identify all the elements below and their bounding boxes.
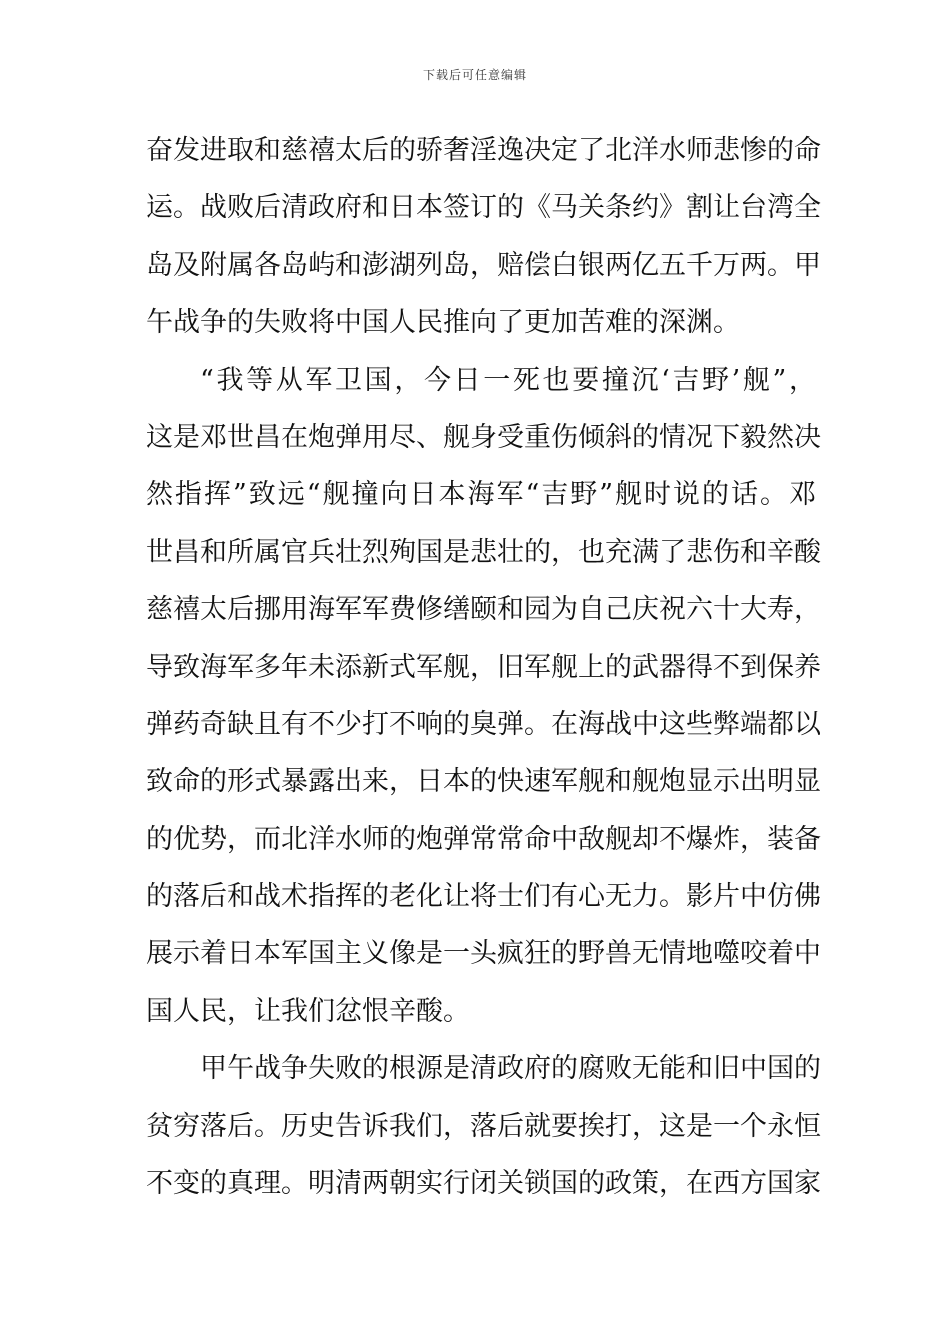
text-line: “我等从军卫国，今日一死也要撞沉‘吉野’舰”， [200,364,816,396]
text-line: 展示着日本军国主义像是一头疯狂的野兽无情地噬咬着中 [146,938,821,970]
text-line: 然指挥”致远“舰撞向日本海军“吉野”舰时说的话。邓 [146,479,816,511]
text-line: 不变的真理。明清两朝实行闭关锁国的政策，在西方国家 [146,1168,821,1200]
text-line: 国人民，让我们忿恨辛酸。 [146,995,470,1027]
text-line: 奋发进取和慈禧太后的骄奢淫逸决定了北洋水师悲惨的命 [146,135,821,166]
text-line: 导致海军多年未添新式军舰，旧军舰上的武器得不到保养 [146,651,821,683]
text-line: 贫穷落后。历史告诉我们，落后就要挨打，这是一个永恒 [146,1110,821,1142]
text-line: 这是邓世昌在炮弹用尽、舰身受重伤倾斜的情况下毅然决 [146,421,821,453]
text-line: 慈禧太后挪用海军军费修缮颐和园为自己庆祝六十大寿， [146,594,821,626]
text-line: 的落后和战术指挥的老化让将士们有心无力。影片中仿佛 [146,881,821,913]
text-line: 甲午战争失败的根源是清政府的腐败无能和旧中国的 [200,1053,821,1085]
body-text [146,122,821,1212]
page-header: 下载后可任意编辑 [422,68,527,82]
text-line: 致命的形式暴露出来，日本的快速军舰和舰炮显示出明显 [146,766,821,798]
text-line: 弹药奇缺且有不少打不响的臭弹。在海战中这些弊端都以 [146,708,821,740]
text-line: 的优势，而北洋水师的炮弹常常命中敌舰却不爆炸，装备 [146,823,821,855]
text-line: 岛及附属各岛屿和澎湖列岛，赔偿白银两亿五千万两。甲 [146,249,821,281]
text-line: 世昌和所属官兵壮烈殉国是悲壮的，也充满了悲伤和辛酸 [146,536,821,568]
text-line: 午战争的失败将中国人民推向了更加苦难的深渊。 [146,307,740,339]
text-line: 运。战败后清政府和日本签订的《马关条约》割让台湾全 [146,192,821,224]
